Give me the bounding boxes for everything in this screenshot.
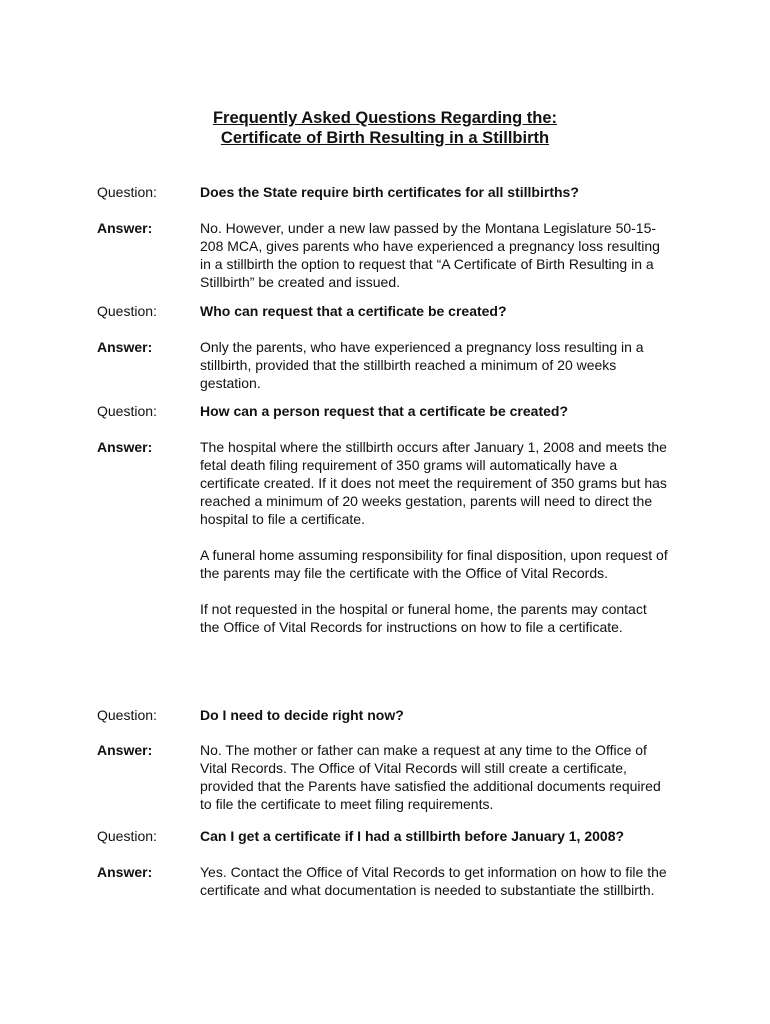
- answer-paragraph: Only the parents, who have experienced a pregnancy loss resulting in a stillbirth, provided that the stillbirth reached a minimum of 20 weeks gestation.: [200, 339, 644, 391]
- answer-label: Answer:: [97, 742, 153, 758]
- question-label: Question:: [97, 303, 157, 319]
- answer-paragraph: If not requested in the hospital or funeral home, the parents may contact the Office of Vital Records for instructions on how to file a certificate.: [200, 601, 647, 635]
- answer-paragraph: The hospital where the stillbirth occurs after January 1, 2008 and meets the fetal death filing requirement of 350 grams will automatically have a certificate created. If it does not meet the requirement of 350 grams but has reached a minimum of 20 weeks gestation, parents will need to direct the hospital to file a certificate.: [200, 439, 667, 527]
- answer-text: [200, 741, 670, 813]
- question-text: Does the State require birth certificates for all stillbirths?: [200, 184, 579, 200]
- answer-paragraph: A funeral home assuming responsibility for final disposition, upon request of the parents may file the certificate with the Office of Vital Records.: [200, 547, 668, 581]
- question-text: Can I get a certificate if I had a stillbirth before January 1, 2008?: [200, 828, 625, 844]
- answer-text: [200, 338, 670, 392]
- question-text: How can a person request that a certificate be created?: [200, 403, 569, 419]
- answer-paragraph: Yes. Contact the Office of Vital Records to get information on how to file the certificate and what documentation is needed to substantiate the stillbirth.: [200, 864, 667, 898]
- question-label: Question:: [97, 828, 157, 844]
- answer-label: Answer:: [97, 339, 153, 355]
- question-label: Question:: [97, 184, 157, 200]
- document-title: [0, 108, 770, 148]
- answer-label: Answer:: [97, 220, 153, 236]
- answer-paragraph: No. However, under a new law passed by the Montana Legislature 50-15-208 MCA, gives parents who have experienced a pregnancy loss resulting in a stillbirth the option to request that “A Certificate of Birth Resulting in a Stillbirth” be created and issued.: [200, 220, 660, 290]
- answer-text: [200, 438, 670, 636]
- answer-label: Answer:: [97, 864, 153, 880]
- question-label: Question:: [97, 403, 157, 419]
- question-label: Question:: [97, 707, 157, 723]
- title-line-2: Certificate of Birth Resulting in a Stillbirth: [220, 129, 550, 147]
- question-text: Do I need to decide right now?: [200, 707, 404, 723]
- answer-label: Answer:: [97, 439, 153, 455]
- answer-text: [200, 219, 670, 291]
- answer-paragraph: No. The mother or father can make a request at any time to the Office of Vital Records. The Office of Vital Records will still create a certificate, provided that the Parents have satisfied the additional documents required to file the certificate to meet filing requirements.: [200, 742, 661, 812]
- question-text: Who can request that a certificate be created?: [200, 303, 507, 319]
- answer-text: [200, 863, 670, 899]
- title-line-1: Frequently Asked Questions Regarding the:: [212, 109, 558, 127]
